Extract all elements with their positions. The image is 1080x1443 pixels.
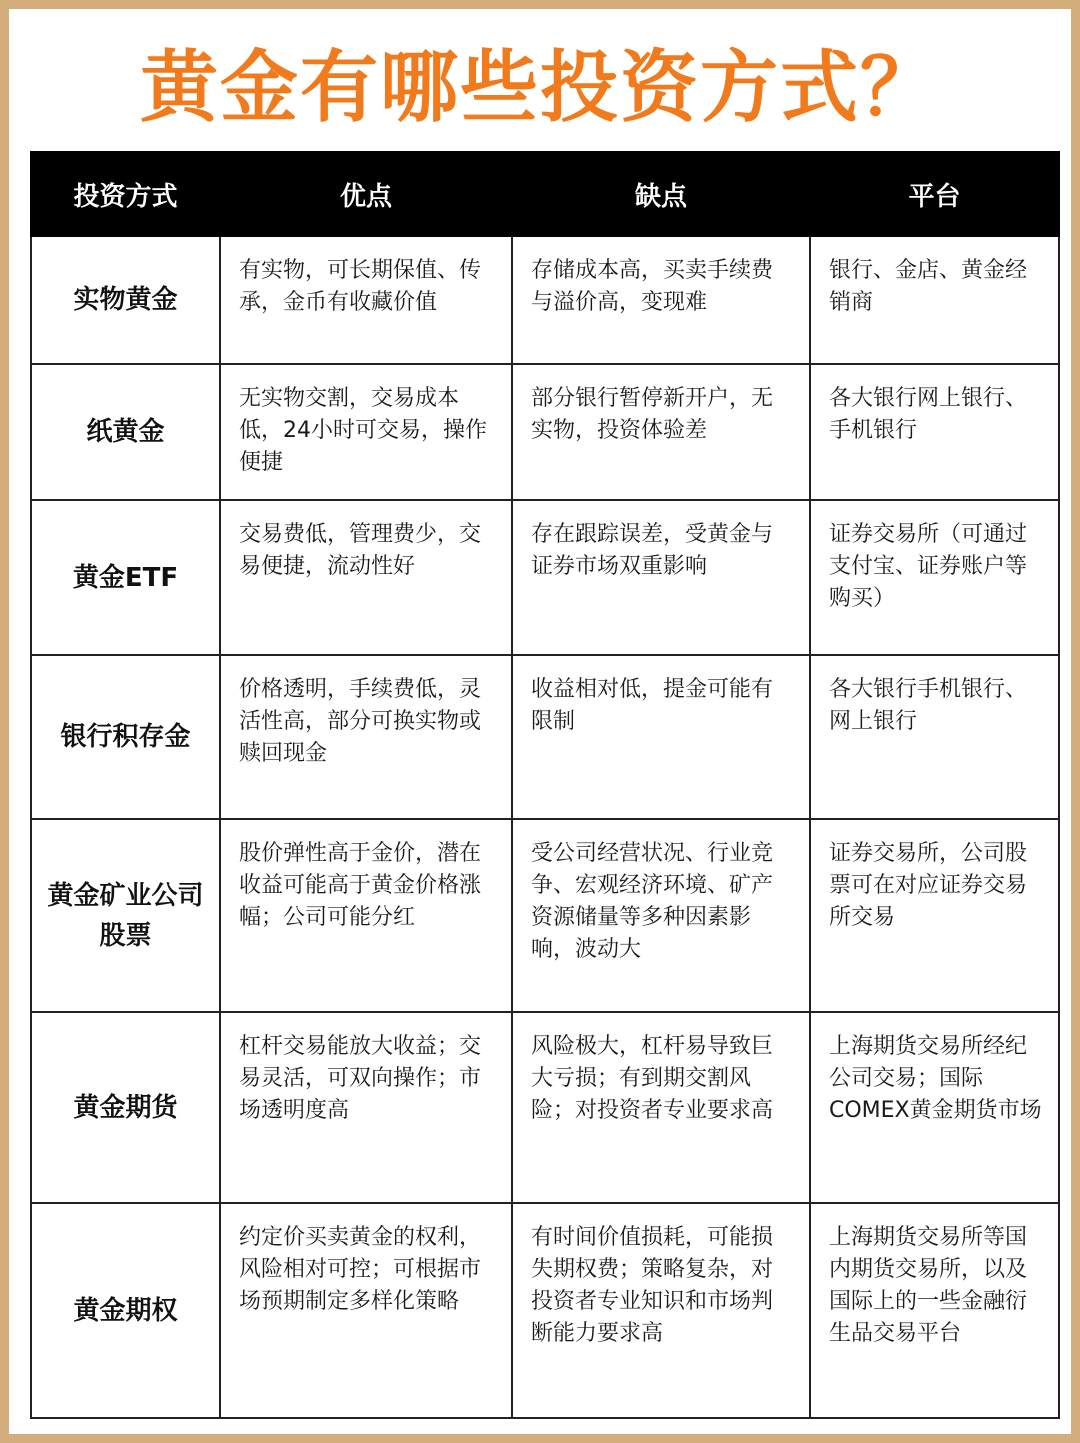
table-row xyxy=(31,364,1059,500)
platform-cell: 上海期货交易所等国内期货交易所，以及国际上的一些金融衍生品交易平台 xyxy=(810,1203,1059,1418)
platform-cell: 各大银行网上银行、手机银行 xyxy=(810,364,1059,500)
cons-cell: 收益相对低，提金可能有限制 xyxy=(512,655,810,819)
table-row xyxy=(31,819,1059,1012)
method-cell: 黄金ETF xyxy=(31,500,220,655)
table-row xyxy=(31,655,1059,819)
method-cell: 银行积存金 xyxy=(31,655,220,819)
pros-cell: 价格透明，手续费低，灵活性高，部分可换实物或赎回现金 xyxy=(220,655,512,819)
table-header-row xyxy=(31,152,1059,236)
pros-cell: 约定价买卖黄金的权利，风险相对可控；可根据市场预期制定多样化策略 xyxy=(220,1203,512,1418)
header-platform: 平台 xyxy=(810,152,1059,236)
platform-cell: 银行、金店、黄金经销商 xyxy=(810,236,1059,364)
platform-cell: 证券交易所（可通过支付宝、证券账户等购买） xyxy=(810,500,1059,655)
cons-cell: 部分银行暂停新开户，无实物，投资体验差 xyxy=(512,364,810,500)
pros-cell: 杠杆交易能放大收益；交易灵活，可双向操作；市场透明度高 xyxy=(220,1012,512,1203)
table-row xyxy=(31,1203,1059,1418)
method-cell: 黄金期权 xyxy=(31,1203,220,1418)
platform-cell: 各大银行手机银行、网上银行 xyxy=(810,655,1059,819)
header-cons: 缺点 xyxy=(512,152,810,236)
header-method: 投资方式 xyxy=(31,152,220,236)
header-pros: 优点 xyxy=(220,152,512,236)
method-cell: 实物黄金 xyxy=(31,236,220,364)
method-cell: 纸黄金 xyxy=(31,364,220,500)
cons-cell: 存在跟踪误差，受黄金与证券市场双重影响 xyxy=(512,500,810,655)
gold-investment-table xyxy=(30,151,1060,1419)
table-row xyxy=(31,236,1059,364)
platform-cell: 上海期货交易所经纪公司交易；国际COMEX黄金期货市场 xyxy=(810,1012,1059,1203)
cons-cell: 风险极大，杠杆易导致巨大亏损；有到期交割风险；对投资者专业要求高 xyxy=(512,1012,810,1203)
pros-cell: 无实物交割，交易成本低，24小时可交易，操作便捷 xyxy=(220,364,512,500)
table-row xyxy=(31,1012,1059,1203)
cons-cell: 存储成本高，买卖手续费与溢价高，变现难 xyxy=(512,236,810,364)
page-title: 黄金有哪些投资方式？ xyxy=(139,43,940,133)
method-cell: 黄金期货 xyxy=(31,1012,220,1203)
table-row xyxy=(31,500,1059,655)
cons-cell: 受公司经营状况、行业竞争、宏观经济环境、矿产资源储量等多种因素影响，波动大 xyxy=(512,819,810,1012)
pros-cell: 股价弹性高于金价，潜在收益可能高于黄金价格涨幅；公司可能分红 xyxy=(220,819,512,1012)
cons-cell: 有时间价值损耗，可能损失期权费；策略复杂，对投资者专业知识和市场判断能力要求高 xyxy=(512,1203,810,1418)
pros-cell: 交易费低，管理费少，交易便捷，流动性好 xyxy=(220,500,512,655)
pros-cell: 有实物，可长期保值、传承，金币有收藏价值 xyxy=(220,236,512,364)
page-frame xyxy=(9,9,1071,1434)
method-cell: 黄金矿业公司股票 xyxy=(31,819,220,1012)
platform-cell: 证券交易所，公司股票可在对应证券交易所交易 xyxy=(810,819,1059,1012)
